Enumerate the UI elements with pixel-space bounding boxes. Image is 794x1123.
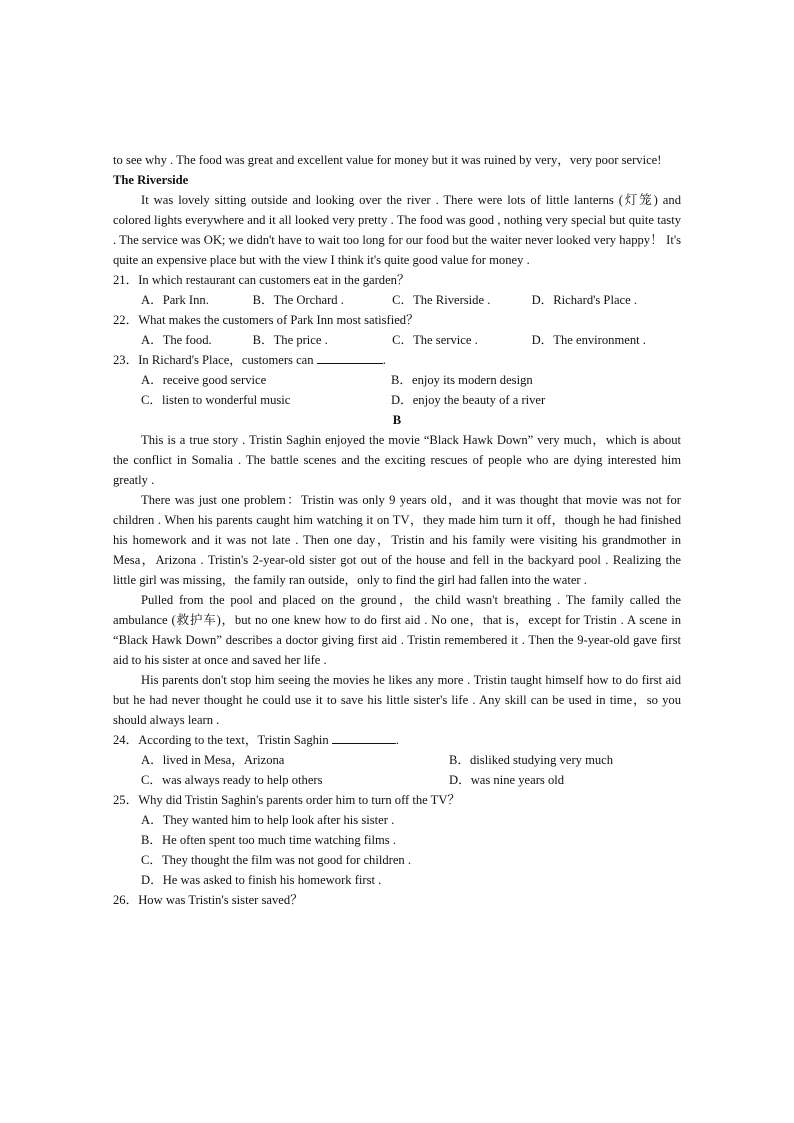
question-24-stem: 24．According to the text，Tristin Saghin [113, 733, 329, 747]
passage-b-paragraph-3: Pulled from the pool and placed on the ground，the child wasn't breathing . The family called the ambulance (救护车)，but no one knew how to do first aid . No one，that is，except for Tristin . A scene in “Black Hawk Down” describes a doctor giving first aid . Tristin remembered it . Then the 9-year-old gave first aid to his sister at once and saved her life . [113, 593, 681, 667]
question-24-options-row2 [113, 770, 681, 790]
answer-blank [332, 730, 396, 744]
option-c: C．The service . [392, 333, 478, 347]
option-c: C．listen to wonderful music [141, 393, 291, 407]
option-b: B．The price . [252, 333, 328, 347]
question-21: 21．In which restaurant can customers eat in the garden？ [113, 273, 410, 287]
question-23-stem: 23．In Richard's Place，customers can [113, 353, 314, 367]
option-d: D．He was asked to finish his homework first . [141, 873, 382, 887]
option-c: C．They thought the film was not good for children . [141, 853, 412, 867]
option-d: D．The environment . [531, 333, 646, 347]
question-24-stem-end: . [395, 733, 400, 747]
question-23-stem-end: . [382, 353, 386, 367]
question-23-options-row2 [113, 390, 681, 410]
option-d: D．Richard's Place . [531, 293, 638, 307]
option-a: A．receive good service [141, 373, 267, 387]
question-25: 25．Why did Tristin Saghin's parents order him to turn off the TV？ [113, 793, 461, 807]
option-a: A．They wanted him to help look after his sister . [141, 813, 395, 827]
question-22: 22．What makes the customers of Park Inn most satisfied？ [113, 313, 419, 327]
document-page [113, 150, 681, 910]
question-23-options-row1 [113, 370, 681, 390]
option-d: D．was nine years old [449, 773, 565, 787]
answer-blank [317, 350, 383, 364]
question-24 [113, 730, 681, 750]
passage-a-end: to see why . The food was great and excellent value for money but it was ruined by very，very poor service! [113, 153, 662, 167]
option-a: A．Park Inn. [141, 293, 209, 307]
option-c: C．The Riverside . [392, 293, 491, 307]
question-24-options-row1 [113, 750, 681, 770]
section-label-b: B [392, 413, 402, 427]
passage-b-paragraph-4: His parents don't stop him seeing the movies he likes any more . Tristin taught himself how to do first aid but he had never thought he could use it to save his little sister's life . Any skill can be used in time，so you should always learn . [113, 673, 681, 727]
passage-b-paragraph-1: This is a true story . Tristin Saghin enjoyed the movie “Black Hawk Down” very much，which is about the conflict in Somalia . The battle scenes and the exciting rescues of people who are dying interested him greatly . [113, 433, 681, 487]
question-23 [113, 350, 681, 370]
question-22-options [113, 330, 681, 350]
option-a: A．lived in Mesa，Arizona [141, 753, 285, 767]
option-b: B．disliked studying very much [449, 753, 614, 767]
question-26: 26．How was Tristin's sister saved？ [113, 893, 303, 907]
section-title-riverside: The Riverside [113, 173, 189, 187]
option-d: D．enjoy the beauty of a river [391, 393, 546, 407]
option-a: A．The food. [141, 333, 212, 347]
option-b: B．The Orchard . [252, 293, 344, 307]
passage-b-paragraph-2: There was just one problem：Tristin was only 9 years old，and it was thought that movie was not for children . When his parents caught him watching it on TV，they made him turn it off，though he had finished his homework and it was not late . Then one day，Tristin and his family were visiting his grandmother in Mesa，Arizona . Tristin's 2-year-old sister got out of the house and fell in the backyard pool . Realizing the little girl was missing，the family ran outside，only to find the girl had fallen into the water . [113, 493, 681, 587]
question-21-options [113, 290, 681, 310]
option-c: C．was always ready to help others [141, 773, 323, 787]
option-b: B．enjoy its modern design [391, 373, 533, 387]
riverside-paragraph: It was lovely sitting outside and looking over the river . There were lots of little lanterns (灯笼) and colored lights everywhere and it all looked very pretty . The food was good , nothing very special but quite tasty . The service was OK; we didn't have to wait too long for our food but the waiter never looked very happy！ It's quite an expensive place but with the view I think it's quite good value for money . [113, 193, 681, 267]
option-b: B．He often spent too much time watching films . [141, 833, 396, 847]
